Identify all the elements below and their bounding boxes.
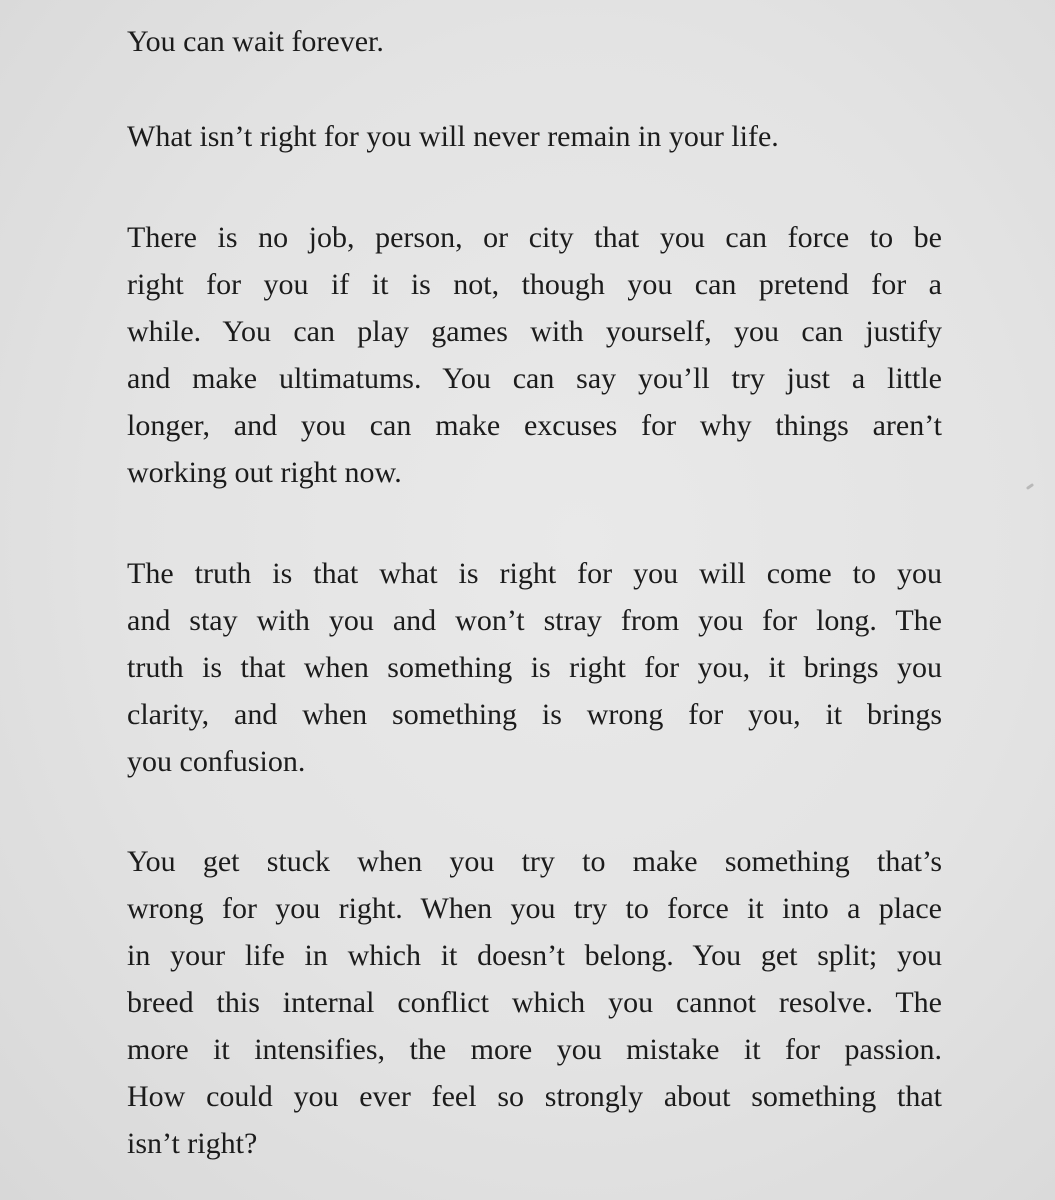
text-line: The truth is that what is right for you will come to you	[127, 557, 942, 590]
text-line: truth is that when something is right for you, it brings you	[127, 651, 942, 684]
text-line: isn’t right?	[127, 1127, 258, 1160]
text-line: You can wait forever.	[127, 25, 384, 58]
text-line: longer, and you can make excuses for why things aren’t	[127, 409, 942, 442]
text-line: working out right now.	[127, 456, 402, 489]
text-line: and make ultimatums. You can say you’ll try just a little	[127, 362, 942, 395]
text-line: How could you ever feel so strongly about something that	[127, 1080, 942, 1113]
text-line: There is no job, person, or city that you can force to be	[127, 221, 942, 254]
text-line: What isn’t right for you will never remain in your life.	[127, 120, 779, 153]
text-line: while. You can play games with yourself, you can justify	[127, 315, 942, 348]
text-line: clarity, and when something is wrong for you, it brings	[127, 698, 942, 731]
text-line: breed this internal conflict which you cannot resolve. The	[127, 986, 942, 1019]
text-line: right for you if it is not, though you can pretend for a	[127, 268, 942, 301]
text-line: and stay with you and won’t stray from you for long. The	[127, 604, 942, 637]
text-line: wrong for you right. When you try to force it into a place	[127, 892, 942, 925]
text-line: you confusion.	[127, 745, 306, 778]
paper-fleck	[1026, 483, 1034, 490]
text-line: in your life in which it doesn’t belong. You get split; you	[127, 939, 942, 972]
text-line: more it intensifies, the more you mistake it for passion.	[127, 1033, 942, 1066]
text-line: You get stuck when you try to make something that’s	[127, 845, 942, 878]
